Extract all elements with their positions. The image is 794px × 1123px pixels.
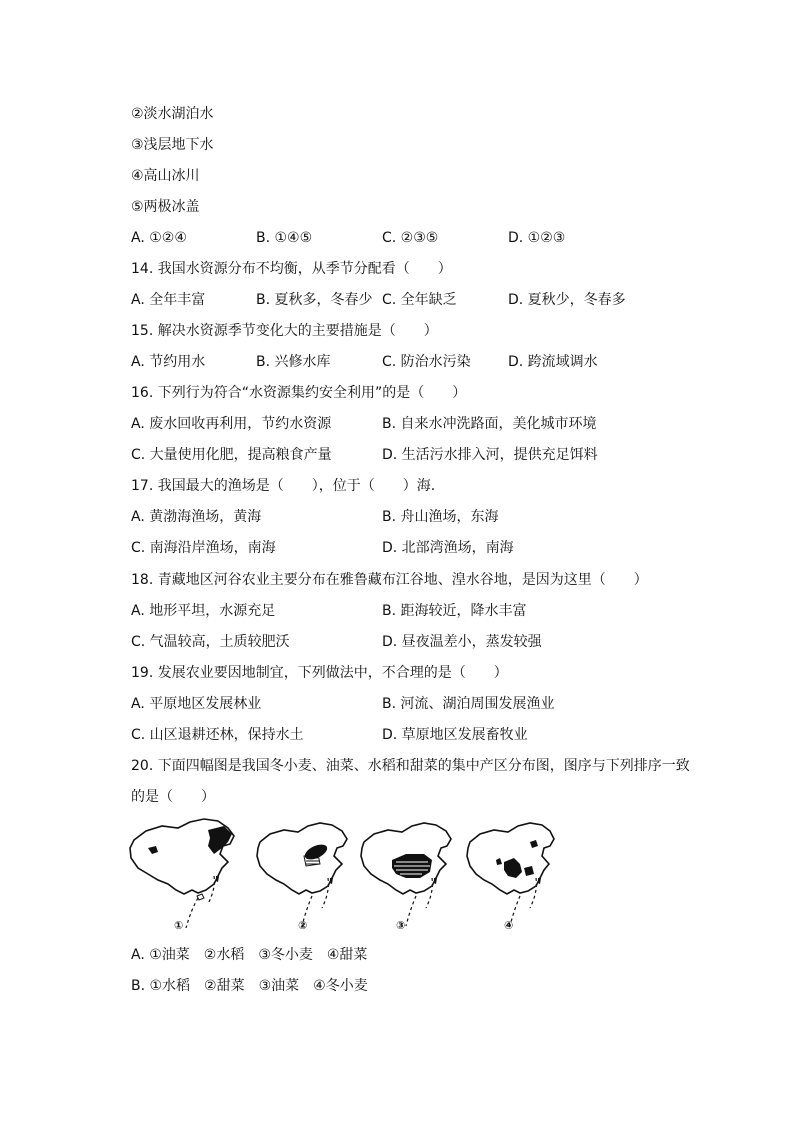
q20-stem-line2: 的是（ ）: [131, 789, 215, 805]
q18-option-a[interactable]: A. 地形平坦，水源充足: [131, 603, 276, 619]
q13-item-2: ②淡水湖泊水: [131, 106, 214, 122]
q19-option-c[interactable]: C. 山区退耕还林，保持水土: [131, 727, 304, 743]
q14-option-b[interactable]: B. 夏秋多，冬春少: [256, 292, 373, 308]
q13-option-c[interactable]: C. ②③⑤: [382, 230, 439, 246]
q13-item-4: ④高山冰川: [131, 168, 200, 184]
q19-option-b[interactable]: B. 河流、湖泊周围发展渔业: [382, 696, 555, 712]
q15-option-a[interactable]: A. 节约用水: [131, 354, 206, 370]
q20-stem-line1: 20. 下面四幅图是我国冬小麦、油菜、水稻和甜菜的集中产区分布图，图序与下列排序一致: [131, 758, 690, 774]
q13-item-5: ⑤两极冰盖: [131, 199, 200, 215]
q18-option-c[interactable]: C. 气温较高，土质较肥沃: [131, 634, 290, 650]
china-map-1: [128, 818, 240, 936]
q16-option-b[interactable]: B. 自来水冲洗路面，美化城市环境: [382, 416, 597, 432]
q14-option-a[interactable]: A. 全年丰富: [131, 292, 206, 308]
map-figure-1: [128, 818, 240, 936]
china-map-3: [358, 818, 458, 936]
q15-option-c[interactable]: C. 防治水污染: [382, 354, 471, 370]
q18-option-b[interactable]: B. 距海较近，降水丰富: [382, 603, 527, 619]
q16-stem: 16. 下列行为符合“水资源集约安全利用”的是（ ）: [131, 385, 467, 401]
map-label-1: ①: [174, 919, 184, 932]
q17-option-a[interactable]: A. 黄渤海渔场，黄海: [131, 509, 262, 525]
q16-option-a[interactable]: A. 废水回收再利用，节约水资源: [131, 416, 332, 432]
q13-item-3: ③浅层地下水: [131, 137, 214, 153]
map-label-3: ③: [396, 919, 406, 932]
q14-option-c[interactable]: C. 全年缺乏: [382, 292, 457, 308]
map-figure-2: [254, 818, 354, 936]
q15-option-b[interactable]: B. 兴修水库: [256, 354, 331, 370]
q13-option-b[interactable]: B. ①④⑤: [256, 230, 313, 246]
q13-option-d[interactable]: D. ①②③: [508, 230, 566, 246]
map-label-2: ②: [298, 919, 308, 932]
map-figure-3: [358, 818, 458, 936]
q17-option-d[interactable]: D. 北部湾渔场，南海: [382, 540, 514, 556]
q17-option-b[interactable]: B. 舟山渔场，东海: [382, 509, 499, 525]
q16-option-d[interactable]: D. 生活污水排入河，提供充足饵料: [382, 447, 598, 463]
q13-option-a[interactable]: A. ①②④: [131, 230, 187, 246]
q15-stem: 15. 解决水资源季节变化大的主要措施是（ ）: [131, 323, 438, 339]
q17-option-c[interactable]: C. 南海沿岸渔场，南海: [131, 540, 276, 556]
q17-stem: 17. 我国最大的渔场是（ ），位于（ ）海.: [131, 478, 436, 494]
q20-map-figures: [128, 818, 558, 936]
q19-option-d[interactable]: D. 草原地区发展畜牧业: [382, 727, 528, 743]
q14-stem: 14. 我国水资源分布不均衡，从季节分配看（ ）: [131, 261, 452, 277]
q16-option-c[interactable]: C. 大量使用化肥，提高粮食产量: [131, 447, 332, 463]
map-figure-4: [464, 818, 558, 936]
map-label-4: ④: [504, 919, 514, 932]
q18-stem: 18. 青藏地区河谷农业主要分布在雅鲁藏布江谷地、湟水谷地，是因为这里（ ）: [131, 572, 648, 588]
q19-option-a[interactable]: A. 平原地区发展林业: [131, 696, 262, 712]
q19-stem: 19. 发展农业要因地制宜，下列做法中，不合理的是（ ）: [131, 665, 508, 681]
q15-option-d[interactable]: D. 跨流域调水: [508, 354, 598, 370]
q14-option-d[interactable]: D. 夏秋少，冬春多: [508, 292, 626, 308]
q20-option-b[interactable]: B. ①水稻 ②甜菜 ③油菜 ④冬小麦: [131, 978, 368, 994]
q20-option-a[interactable]: A. ①油菜 ②水稻 ③冬小麦 ④甜菜: [131, 947, 368, 963]
q18-option-d[interactable]: D. 昼夜温差小，蒸发较强: [382, 634, 542, 650]
